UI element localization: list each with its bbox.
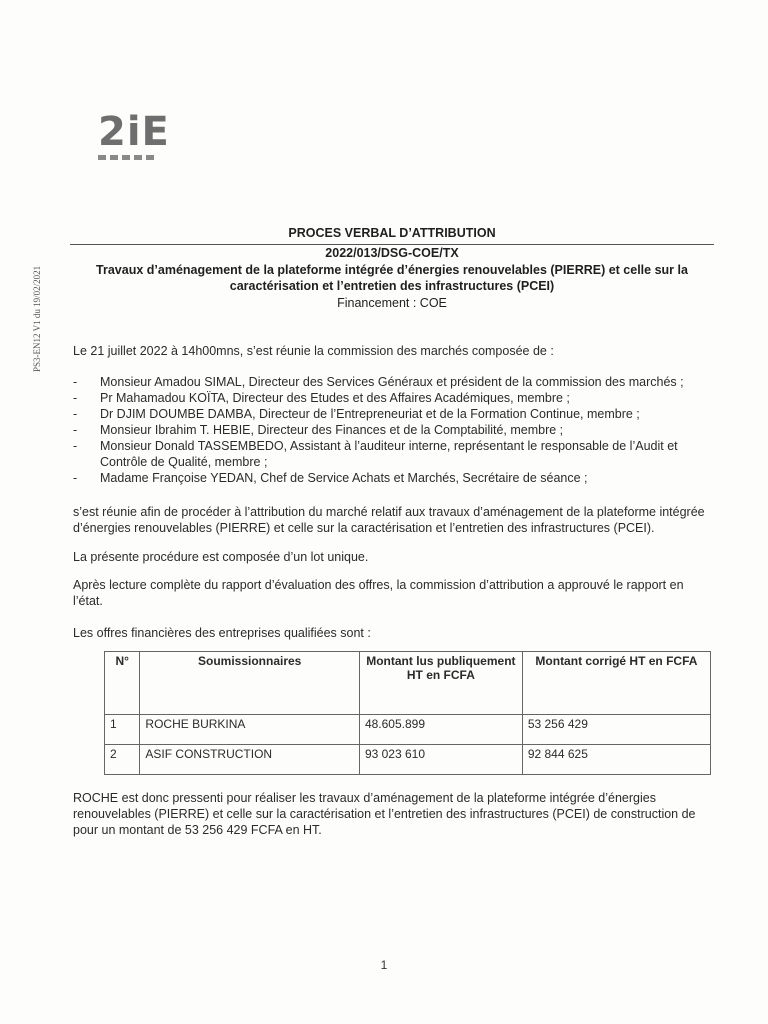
- logo-text: 2iE: [98, 109, 170, 155]
- intro-paragraph: Le 21 juillet 2022 à 14h00mns, s’est réunie la commission des marchés composée de :: [73, 344, 554, 358]
- row-amount-corrected: 53 256 429: [522, 715, 710, 745]
- approval-paragraph: Après lecture complète du rapport d’évaluation des offres, la commission d’attribution a approuvé le rapport en l’état.: [73, 578, 684, 608]
- side-reference: PS3-EN12 V1 du 19/02/2021: [32, 265, 42, 372]
- header-bidder: Soumissionnaires: [140, 652, 360, 715]
- row-number: 2: [105, 745, 140, 775]
- logo-bar: [98, 155, 170, 160]
- table-row: [105, 745, 711, 775]
- conclusion-paragraph: ROCHE est donc pressenti pour réaliser les travaux d’aménagement de la plateforme intégrée d’énergies renouvelables (PIERRE) et celle sur la caractérisation et l’entretien des infrastructures (PCEI) de construction de pour un montant de 53 256 429 FCFA en HT.: [73, 791, 696, 837]
- document-reference: 2022/013/DSG-COE/TX: [325, 246, 459, 260]
- procedure-paragraph: La présente procédure est composée d’un lot unique.: [73, 550, 369, 564]
- financing-line: Financement : COE: [337, 296, 447, 310]
- header-amount-corrected: Montant corrigé HT en FCFA: [522, 652, 710, 715]
- list-item: - Pr Mahamadou KOÏTA, Directeur des Etudes et des Affaires Académiques, membre ;: [73, 391, 570, 405]
- document-title: PROCES VERBAL D’ATTRIBUTION: [288, 226, 496, 240]
- list-item: - Monsieur Ibrahim T. HEBIE, Directeur des Finances et de la Comptabilité, membre ;: [73, 423, 564, 437]
- header-amount-read: Montant lus publiquement HT en FCFA: [359, 652, 522, 715]
- row-amount-corrected: 92 844 625: [522, 745, 710, 775]
- offers-table: [104, 651, 711, 775]
- purpose-paragraph: s’est réunie afin de procéder à l’attribution du marché relatif aux travaux d’aménagement de la plateforme intégrée d’énergies renouvelables (PIERRE) et celle sur la caractérisation et l’entretien des infrastructures (PCEI).: [73, 505, 705, 535]
- row-bidder: ASIF CONSTRUCTION: [140, 745, 360, 775]
- subject-line-1: Travaux d’aménagement de la plateforme intégrée d’énergies renouvelables (PIERRE) et celle sur la: [96, 263, 688, 277]
- document-subject: [70, 262, 714, 294]
- list-item: - Monsieur Amadou SIMAL, Directeur des Services Généraux et président de la commission des marchés ;: [73, 375, 684, 389]
- table-header-row: [105, 652, 711, 715]
- subject-line-2: caractérisation et l’entretien des infrastructures (PCEI): [229, 279, 555, 293]
- list-item: - Madame Françoise YEDAN, Chef de Service Achats et Marchés, Secrétaire de séance ;: [73, 471, 588, 485]
- offers-intro: Les offres financières des entreprises qualifiées sont :: [73, 626, 371, 640]
- row-amount-read: 48.605.899: [359, 715, 522, 745]
- list-item: - Monsieur Donald TASSEMBEDO, Assistant à l’auditeur interne, représentant le responsable de l’Audit et Contrôle de Qualité, membre ;: [73, 439, 678, 469]
- page-number: 1: [380, 958, 388, 972]
- header-number: N°: [105, 652, 140, 715]
- row-bidder: ROCHE BURKINA: [140, 715, 360, 745]
- title-rule: [70, 244, 714, 245]
- row-number: 1: [105, 715, 140, 745]
- members-list: [73, 374, 714, 486]
- institution-logo: [98, 109, 170, 160]
- row-amount-read: 93 023 610: [359, 745, 522, 775]
- list-item: - Dr DJIM DOUMBE DAMBA, Directeur de l’Entrepreneuriat et de la Formation Continue, membre ;: [73, 407, 640, 421]
- table-row: [105, 715, 711, 745]
